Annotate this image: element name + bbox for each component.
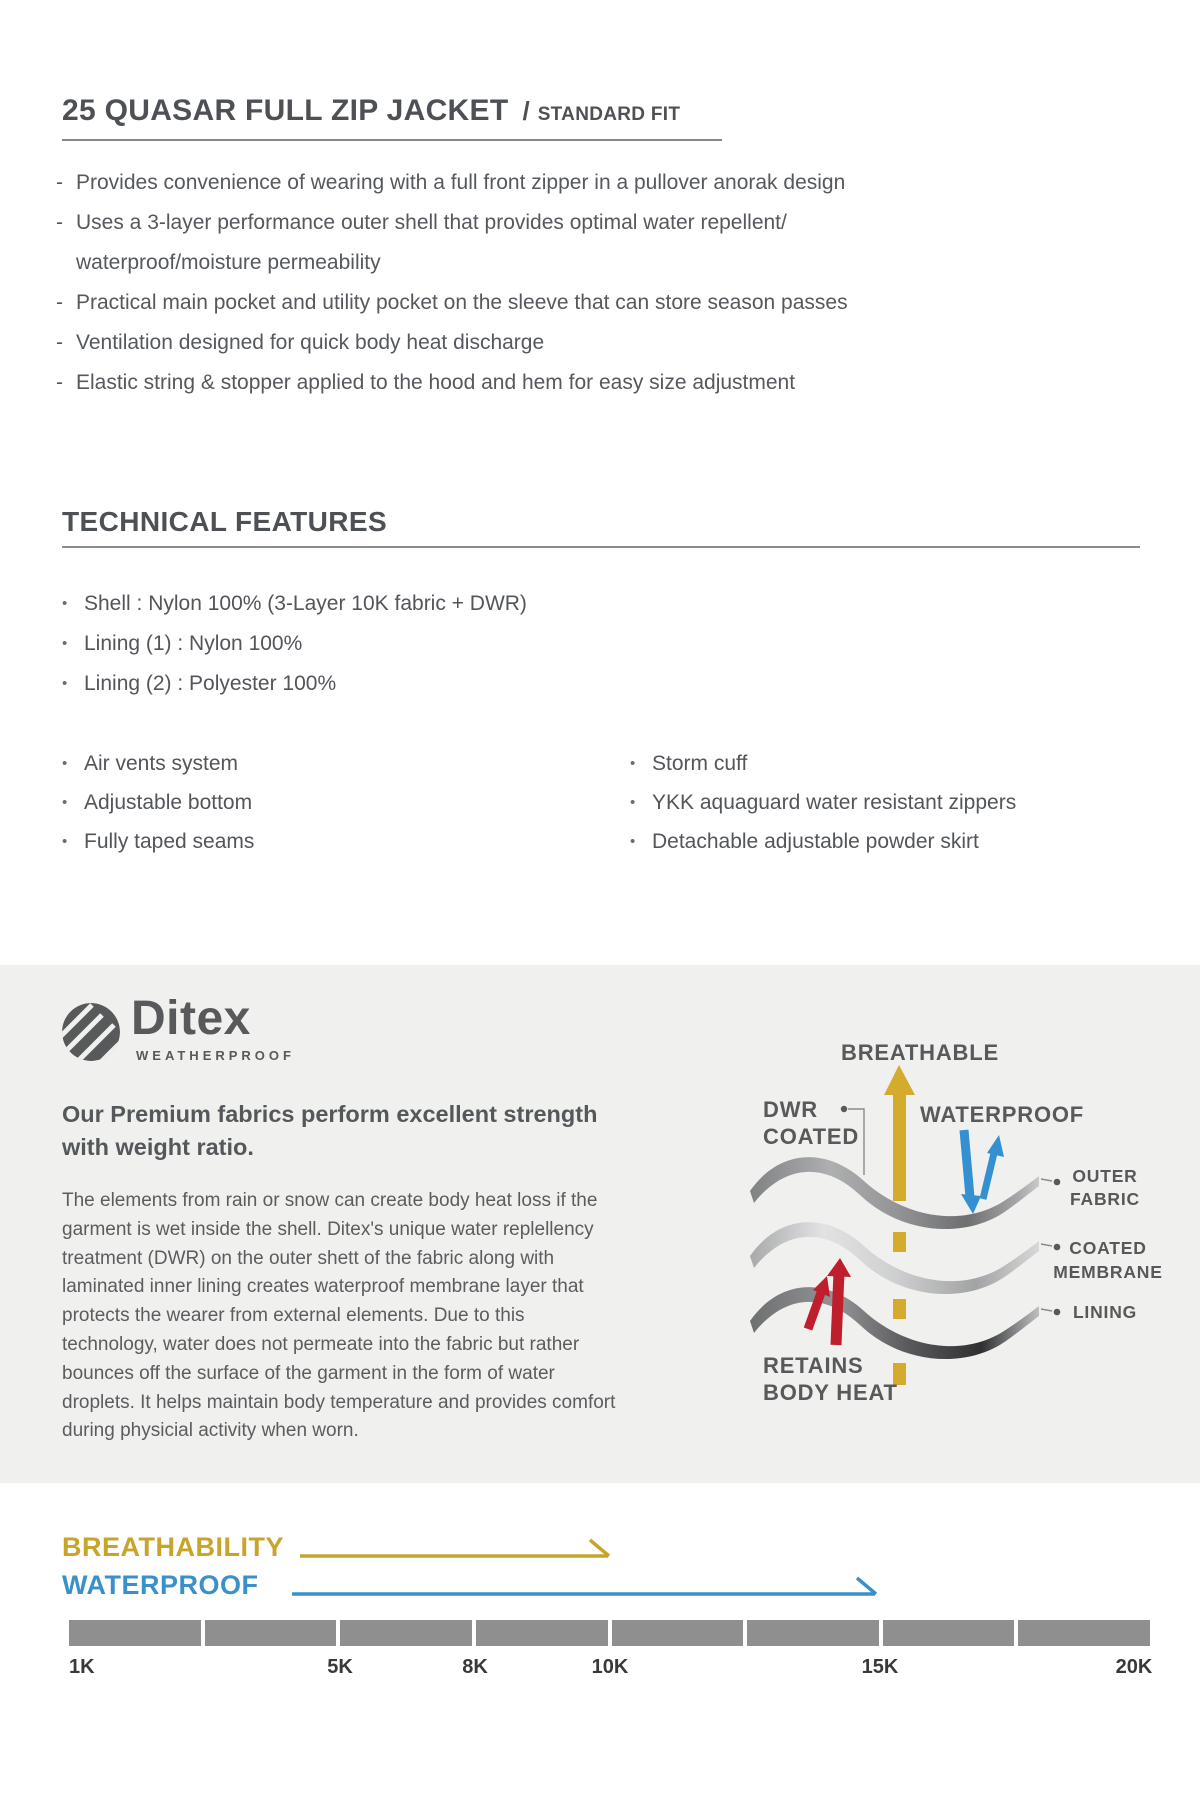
- intro-text: Ventilation designed for quick body heat discharge: [76, 331, 545, 354]
- ditex-brand-subtitle: WEATHERPROOF: [136, 1048, 295, 1063]
- bullet-dot-icon: •: [630, 794, 636, 811]
- scale-bar-segment: [747, 1620, 879, 1646]
- bullet-dot-icon: •: [62, 595, 68, 612]
- scale-tick: 20K: [1115, 1656, 1153, 1678]
- feature-text: Detachable adjustable powder skirt: [652, 830, 979, 853]
- ditex-description: The elements from rain or snow can create body heat loss if the garment is wet inside the shell. Ditex's unique water replellency treatment (DWR) on the outer shett of the fabric along with laminated inner lining creates waterproof membrane layer that protects the wearer from external elements. Due to this technology, water does not permeate into the fabric but rather bounces off the surface of the garment in the form of water droplets. It helps maintain body temperature and provides comfort during physicial activity when worn.: [62, 1190, 616, 1442]
- scale-bar-segment: [340, 1620, 472, 1646]
- material-item: [62, 584, 527, 624]
- breathable-label: BREATHABLE: [841, 1040, 999, 1065]
- coated-membrane-label-line1: COATED: [1069, 1238, 1147, 1258]
- waterproof-label: WATERPROOF: [62, 1570, 259, 1600]
- feature-item: [62, 822, 254, 861]
- ditex-brand-name: Ditex: [131, 992, 251, 1045]
- bullet-dot-icon: •: [62, 635, 68, 652]
- ditex-headline-line1: Our Premium fabrics perform excellent strength: [62, 1101, 598, 1127]
- intro-bullet-list: [56, 163, 848, 403]
- retains-body-heat-label-line2: BODY HEAT: [763, 1380, 898, 1405]
- intro-bullet: [56, 323, 848, 363]
- ditex-panel: [0, 965, 1200, 1483]
- bullet-dot-icon: •: [62, 794, 68, 811]
- ditex-headline: [62, 1098, 597, 1164]
- dwr-coated-label-line1: DWR: [763, 1097, 818, 1122]
- feature-item: [62, 744, 254, 783]
- scale-bar-segment: [612, 1620, 744, 1646]
- fit-label: STANDARD FIT: [537, 104, 681, 125]
- bullet-dot-icon: •: [630, 755, 636, 772]
- waterproof-arrow-icon: [961, 1130, 1004, 1214]
- dash-bullet: [56, 243, 76, 283]
- dash-bullet: -: [56, 331, 63, 354]
- feature-item: [630, 822, 1016, 861]
- dash-bullet: -: [56, 211, 63, 234]
- scale-tick: 1K: [69, 1656, 95, 1678]
- title-underline: [62, 139, 722, 141]
- feature-text: Adjustable bottom: [84, 791, 253, 814]
- label-connector-lines: [848, 1109, 1052, 1311]
- retains-body-heat-label-line1: RETAINS: [763, 1353, 864, 1378]
- feature-text: Air vents system: [84, 752, 239, 775]
- intro-text: Uses a 3-layer performance outer shell that provides optimal water repellent/: [76, 211, 787, 234]
- technical-features-heading: TECHNICAL FEATURES: [62, 506, 388, 537]
- lining-layer: [750, 1287, 1039, 1359]
- scale-bar-segment: [1018, 1620, 1150, 1646]
- intro-bullet: [56, 283, 848, 323]
- intro-bullet: [56, 163, 848, 203]
- scale-bar-segment: [205, 1620, 337, 1646]
- product-title: 25 QUASAR FULL ZIP JACKET: [62, 94, 509, 127]
- intro-text: waterproof/moisture permeability: [76, 251, 381, 274]
- intro-bullet-continuation: [56, 243, 848, 283]
- feature-text: Fully taped seams: [84, 830, 255, 853]
- scale-bar-segment: [476, 1620, 608, 1646]
- outer-fabric-label-line2: FABRIC: [1070, 1189, 1140, 1209]
- waterproof-diagram-label: WATERPROOF: [919, 1102, 1085, 1127]
- bullet-dot-icon: •: [630, 833, 636, 850]
- material-text: Lining (2) : Polyester 100%: [84, 672, 337, 695]
- scale-tick: 15K: [861, 1656, 899, 1678]
- bullet-dot-icon: •: [62, 755, 68, 772]
- fabric-layer-diagram: [740, 1027, 1200, 1427]
- breathability-extent-line: [300, 1536, 620, 1560]
- dash-bullet: -: [56, 371, 63, 394]
- ditex-logo-icon: [62, 1003, 122, 1063]
- feature-text: YKK aquaguard water resistant zippers: [652, 791, 1017, 814]
- outer-fabric-label-line1: OUTER: [1072, 1166, 1138, 1186]
- feature-item: [630, 783, 1016, 822]
- scale-tick: 8K: [462, 1656, 488, 1678]
- feature-item: [62, 783, 254, 822]
- feature-item: [630, 744, 1016, 783]
- bullet-dot-icon: •: [62, 675, 68, 692]
- breathability-label: BREATHABILITY: [62, 1532, 284, 1562]
- dwr-coated-label-line2: COATED: [763, 1124, 860, 1149]
- intro-bullet: [56, 363, 848, 403]
- rating-scale-bar: [69, 1620, 1150, 1646]
- intro-text: Practical main pocket and utility pocket on the sleeve that can store season passes: [76, 291, 848, 314]
- scale-bar-segment: [883, 1620, 1015, 1646]
- title-slash: /: [522, 96, 530, 126]
- feature-text: Storm cuff: [652, 752, 748, 775]
- intro-text: Elastic string & stopper applied to the hood and hem for easy size adjustment: [76, 371, 796, 394]
- ditex-headline-line2: with weight ratio.: [62, 1134, 254, 1160]
- technical-features-underline: [62, 546, 1140, 548]
- material-item: [62, 624, 527, 664]
- scale-tick: 10K: [591, 1656, 629, 1678]
- material-text: Shell : Nylon 100% (3-Layer 10K fabric + DWR): [84, 592, 527, 615]
- intro-text: Provides convenience of wearing with a full front zipper in a pullover anorak design: [76, 171, 846, 194]
- intro-bullet: [56, 203, 848, 243]
- materials-list: [62, 584, 527, 704]
- material-item: [62, 664, 527, 704]
- lining-label: LINING: [1072, 1302, 1138, 1322]
- dash-bullet: -: [56, 171, 63, 194]
- waterproof-extent-line: [292, 1574, 892, 1598]
- dash-bullet: -: [56, 291, 63, 314]
- scale-bar-segment: [69, 1620, 201, 1646]
- coated-membrane-label-line2: MEMBRANE: [1053, 1262, 1163, 1282]
- features-column-right: [630, 744, 1016, 861]
- features-column-left: [62, 744, 254, 861]
- bullet-dot-icon: •: [62, 833, 68, 850]
- material-text: Lining (1) : Nylon 100%: [84, 632, 303, 655]
- page-title-row: [62, 94, 680, 128]
- scale-tick: 5K: [327, 1656, 353, 1678]
